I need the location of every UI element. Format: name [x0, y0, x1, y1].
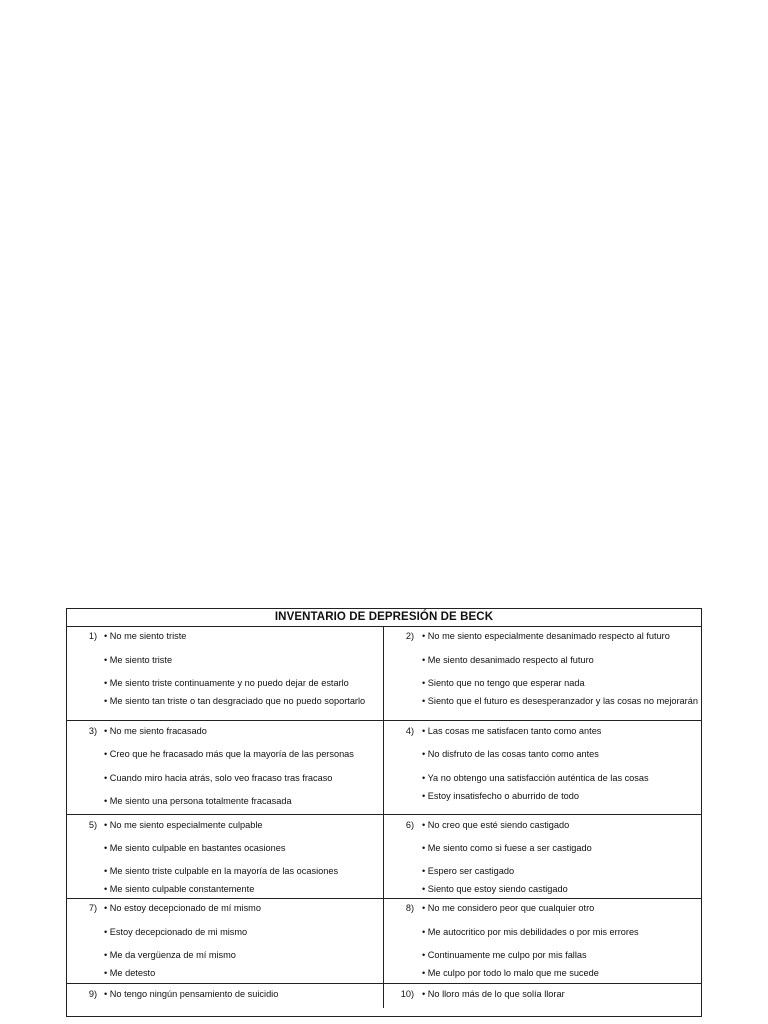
question-10: [384, 984, 701, 1008]
question-7: [67, 899, 384, 983]
table-title: INVENTARIO DE DEPRESIÓN DE BECK: [67, 609, 701, 627]
answer-option: • Me culpo por todo lo malo que me sucede: [422, 968, 599, 978]
question-number: 5): [88, 820, 97, 830]
table-row: [67, 815, 701, 899]
question-number: 6): [405, 820, 414, 830]
question-number: 4): [405, 726, 414, 736]
answer-option: • Espero ser castigado: [422, 866, 515, 876]
answer-option: • Estoy decepcionado de mi mismo: [104, 927, 248, 937]
answer-option: • No creo que esté siendo castigado: [422, 820, 570, 830]
answer-option: • Me siento triste continuamente y no puedo dejar de estarlo: [104, 678, 349, 688]
question-4: [384, 721, 701, 814]
question-8: [384, 899, 701, 983]
table-row: [67, 627, 701, 721]
answer-option: • Me siento culpable en bastantes ocasiones: [104, 843, 286, 853]
question-6: [384, 815, 701, 898]
answer-option: • Me siento desanimado respecto al futuro: [422, 655, 594, 665]
question-number: 1): [88, 631, 97, 641]
question-number: 8): [405, 903, 414, 913]
question-9: [67, 984, 384, 1008]
answer-option: • Cuando miro hacia atrás, solo veo fracaso tras fracaso: [104, 773, 333, 783]
answer-option: • Me siento como si fuese a ser castigado: [422, 843, 592, 853]
answer-option: • Las cosas me satisfacen tanto como antes: [422, 726, 602, 736]
answer-option: • No me considero peor que cualquier otro: [422, 903, 595, 913]
answer-option: • No estoy decepcionado de mí mismo: [104, 903, 261, 913]
question-1: [67, 627, 384, 720]
answer-option: • Estoy insatisfecho o aburrido de todo: [422, 791, 579, 801]
beck-inventory-table: [66, 608, 702, 1017]
answer-option: • Creo que he fracasado más que la mayoría de las personas: [104, 749, 354, 759]
question-5: [67, 815, 384, 898]
answer-option: • Me siento tan triste o tan desgraciado que no puedo soportarlo: [104, 696, 366, 706]
answer-option: • Me siento triste culpable en la mayoría de las ocasiones: [104, 866, 339, 876]
answer-option: • Me siento triste: [104, 655, 173, 665]
answer-option: • No me siento especialmente desanimado respecto al futuro: [422, 631, 670, 641]
answer-option: • Me siento una persona totalmente fracasada: [104, 796, 292, 806]
question-number: 10): [400, 989, 414, 999]
answer-option: • Siento que no tengo que esperar nada: [422, 678, 585, 688]
question-number: 9): [88, 989, 97, 999]
answer-option: • Siento que el futuro es desesperanzador y las cosas no mejorarán: [422, 696, 698, 706]
question-2: [384, 627, 701, 720]
answer-option: • Me da vergüenza de mí mismo: [104, 950, 236, 960]
answer-option: • Ya no obtengo una satisfacción auténtica de las cosas: [422, 773, 649, 783]
answer-option: • Siento que estoy siendo castigado: [422, 884, 568, 894]
question-number: 2): [405, 631, 414, 641]
table-row: [67, 721, 701, 815]
answer-option: • No disfruto de las cosas tanto como antes: [422, 749, 599, 759]
answer-option: • No me siento triste: [104, 631, 187, 641]
table-row: [67, 899, 701, 984]
answer-option: • Me siento culpable constantemente: [104, 884, 255, 894]
answer-option: • No lloro más de lo que solía llorar: [422, 989, 565, 999]
answer-option: • Me autocritico por mis debilidades o por mis errores: [422, 927, 639, 937]
answer-option: • No me siento especialmente culpable: [104, 820, 263, 830]
answer-option: • Me detesto: [104, 968, 156, 978]
answer-option: • No me siento fracasado: [104, 726, 207, 736]
question-3: [67, 721, 384, 814]
question-number: 7): [88, 903, 97, 913]
answer-option: • No tengo ningún pensamiento de suicidio: [104, 989, 279, 999]
answer-option: • Continuamente me culpo por mis fallas: [422, 950, 587, 960]
question-number: 3): [88, 726, 97, 736]
table-row: [67, 984, 701, 1008]
